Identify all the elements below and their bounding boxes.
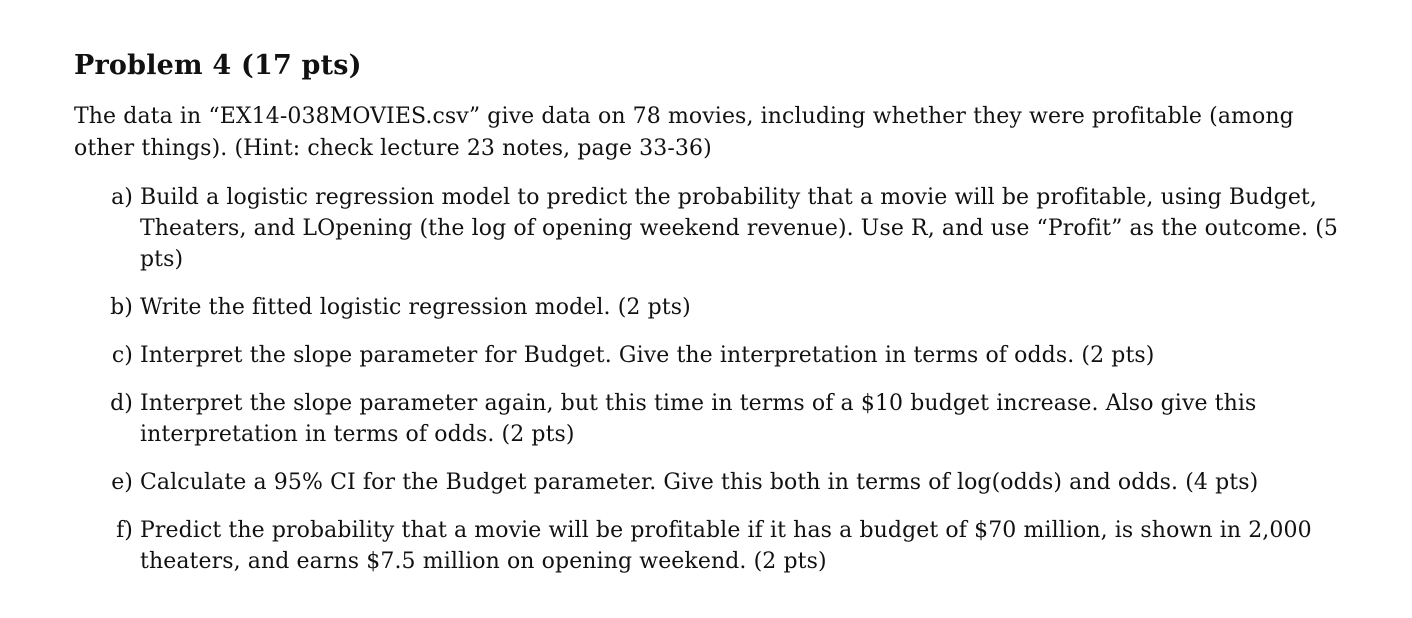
list-item <box>74 340 1344 371</box>
list-item <box>74 182 1344 275</box>
item-label: b) <box>110 295 133 320</box>
item-text: Calculate a 95% CI for the Budget parameter. Give this both in terms of log(odds) and odds. (4 pts) <box>140 470 1259 495</box>
item-label: e) <box>111 470 133 495</box>
item-text: Interpret the slope parameter for Budget. Give the interpretation in terms of odds. (2 pts) <box>140 343 1155 368</box>
problem-items-list <box>74 182 1344 577</box>
item-text: Interpret the slope parameter again, but this time in terms of a $10 budget increase. Also give this interpretation in terms of odds. (2 pts) <box>140 391 1257 447</box>
problem-intro: The data in “EX14-038MOVIES.csv” give data on 78 movies, including whether they were profitable (among other things). (Hint: check lecture 23 notes, page 33-36) <box>74 104 1294 161</box>
problem-page <box>74 50 1344 594</box>
list-item <box>74 292 1344 323</box>
item-text: Write the fitted logistic regression model. (2 pts) <box>140 295 691 320</box>
list-item <box>74 388 1344 450</box>
item-text: Build a logistic regression model to predict the probability that a movie will be profitable, using Budget, Theaters, and LOpening (the log of opening weekend revenue). Use R, and use “Profit” as the outcome. (5 pts) <box>140 185 1338 272</box>
item-label: f) <box>116 518 133 543</box>
problem-title: Problem 4 (17 pts) <box>74 50 362 81</box>
item-text: Predict the probability that a movie will be profitable if it has a budget of $70 million, is shown in 2,000 theaters, and earns $7.5 million on opening weekend. (2 pts) <box>140 518 1312 574</box>
item-label: d) <box>110 391 133 416</box>
item-label: a) <box>111 185 133 210</box>
item-label: c) <box>111 343 133 368</box>
list-item <box>74 515 1344 577</box>
list-item <box>74 467 1344 498</box>
